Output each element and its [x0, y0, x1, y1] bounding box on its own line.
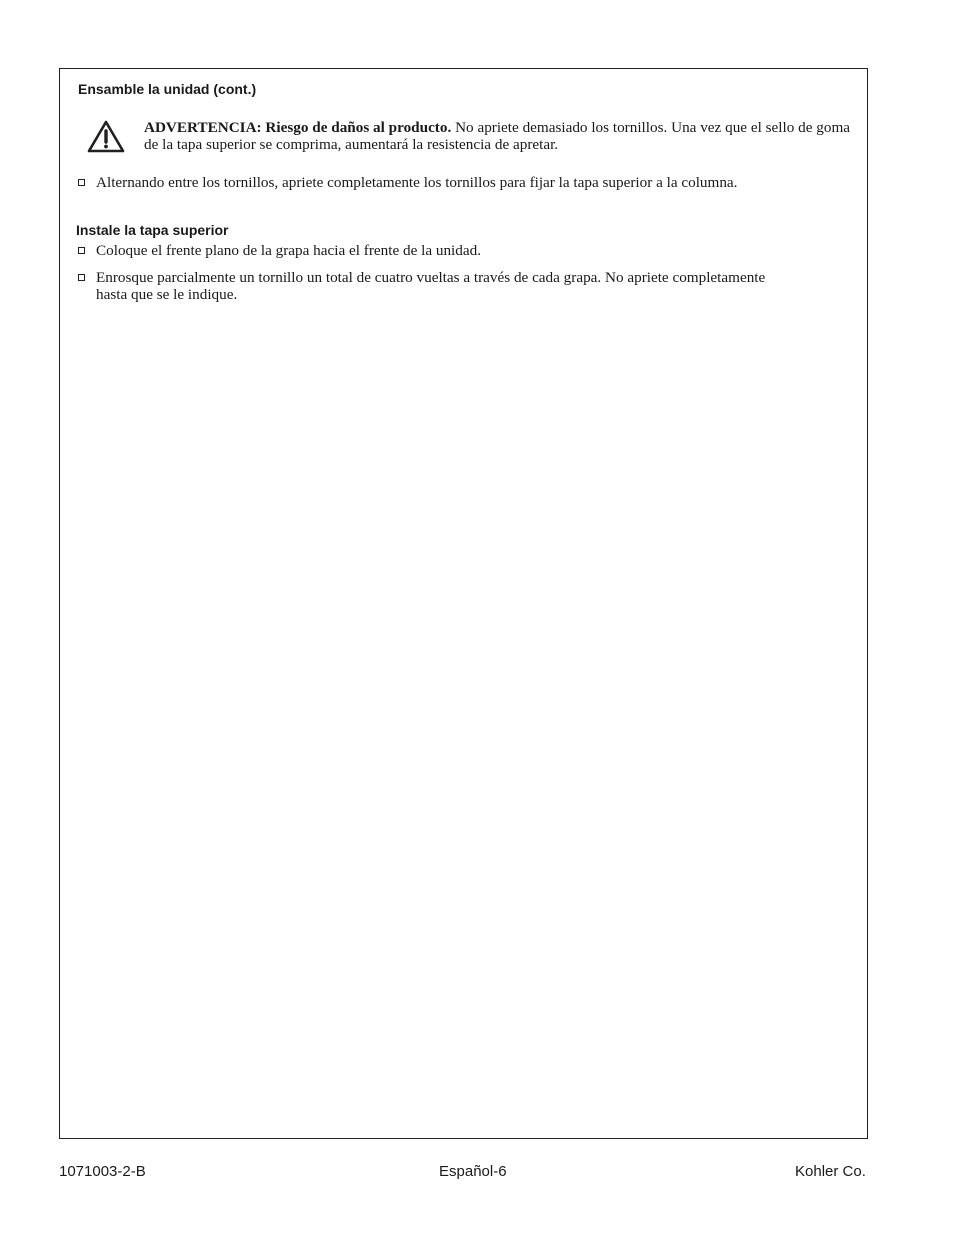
warning-label: ADVERTENCIA: Riesgo de daños al producto.: [144, 119, 452, 136]
bullet-square-icon: [78, 179, 85, 186]
footer-company: Kohler Co.: [795, 1163, 866, 1180]
subsection-heading: Instale la tapa superior: [76, 222, 229, 238]
bullet-square-icon: [78, 247, 85, 254]
section-heading: Ensamble la unidad (cont.): [78, 81, 257, 97]
warning-body: No apriete demasiado los tornillos. Una vez que el sello de goma de la tapa superior se comprima, aumentará la resistencia de apretar.: [144, 119, 850, 153]
bullet-square-icon: [78, 274, 85, 281]
step-text: Alternando entre los tornillos, apriete completamente los tornillos para fijar la tapa superior a la columna.: [96, 174, 738, 191]
step-text: Coloque el frente plano de la grapa hacia el frente de la unidad.: [96, 242, 481, 259]
footer-doc-number: 1071003-2-B: [59, 1163, 146, 1180]
warning-message: [144, 119, 850, 153]
footer-page-number: Español-6: [439, 1163, 507, 1180]
step-text: Enrosque parcialmente un tornillo un total de cuatro vueltas a través de cada grapa. No apriete completamente hasta que se le indique.: [96, 269, 766, 303]
warning-triangle-icon: [87, 120, 125, 153]
